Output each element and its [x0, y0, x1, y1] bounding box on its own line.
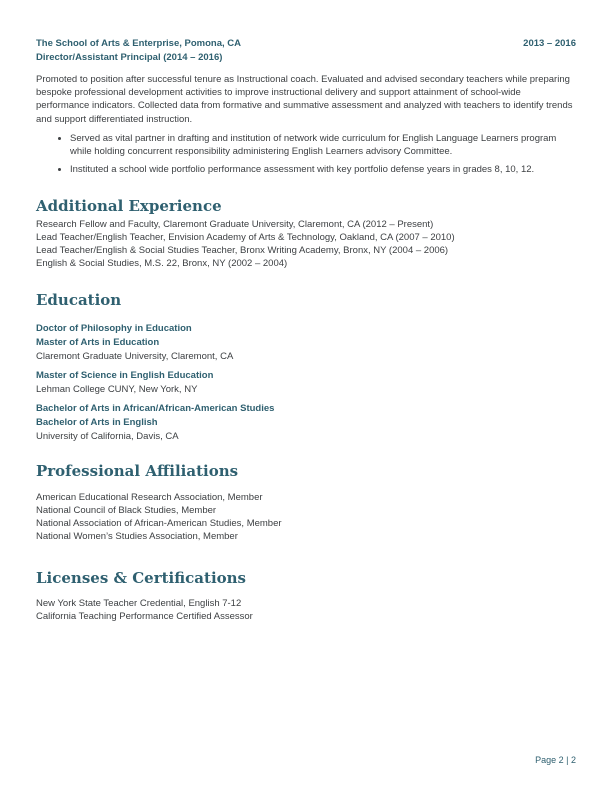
license-item: New York State Teacher Credential, English 7-12 [36, 598, 242, 610]
education-entry [36, 322, 576, 363]
company-name: The School of Arts & Enterprise, Pomona, CA [36, 38, 241, 49]
degree-line: Master of Science in English Education [36, 370, 214, 382]
additional-experience-list [36, 218, 576, 270]
job-title: Director/Assistant Principal (2014 – 2016) [36, 52, 223, 63]
job-header [36, 37, 576, 65]
license-item: California Teaching Performance Certified Assessor [36, 611, 253, 623]
section-heading-education: Education [36, 291, 122, 310]
section-heading-licenses-certifications: Licenses & Certifications [36, 569, 246, 588]
experience-item: Lead Teacher/English Teacher, Envision Academy of Arts & Technology, Oakland, CA (2007 – 2010) [36, 232, 455, 244]
affiliation-item: American Educational Research Association, Member [36, 492, 263, 504]
section-heading-professional-affiliations: Professional Affiliations [36, 462, 239, 481]
page-number-footer: Page 2 | 2 [535, 755, 576, 765]
education-entry [36, 402, 576, 443]
affiliation-item: National Council of Black Studies, Member [36, 505, 217, 517]
degree-line: Bachelor of Arts in African/African-American Studies [36, 403, 275, 415]
affiliation-item: National Association of African-American Studies, Member [36, 518, 282, 530]
job-bullet-list [36, 132, 576, 177]
education-entry [36, 369, 576, 396]
institution-line: Claremont Graduate University, Claremont, CA [36, 351, 234, 363]
degree-line: Bachelor of Arts in English [36, 417, 158, 429]
affiliations-list [36, 491, 576, 543]
degree-line: Master of Arts in Education [36, 337, 160, 349]
experience-item: Research Fellow and Faculty, Claremont Graduate University, Claremont, CA (2012 – Present) [36, 219, 434, 231]
institution-line: Lehman College CUNY, New York, NY [36, 384, 198, 396]
experience-item: English & Social Studies, M.S. 22, Bronx, NY (2002 – 2004) [36, 258, 288, 270]
experience-item: Lead Teacher/English & Social Studies Teacher, Bronx Writing Academy, Bronx, NY (2004 – 2006) [36, 245, 449, 257]
employment-date-range: 2013 – 2016 [523, 38, 576, 49]
institution-line: University of California, Davis, CA [36, 431, 179, 443]
licenses-list [36, 597, 576, 623]
job-bullet: • Served as vital partner in drafting and institution of network wide curriculum for English Language Learners program while holding concurrent responsibility administering English Learners advisory Committee. [70, 132, 576, 158]
degree-line: Doctor of Philosophy in Education [36, 323, 192, 335]
section-heading-additional-experience: Additional Experience [36, 197, 222, 216]
job-bullet: • Instituted a school wide portfolio performance assessment with key portfolio defense years in grades 8, 10, 12. [70, 163, 576, 176]
job-summary: Promoted to position after successful tenure as Instructional coach. Evaluated and advised secondary teachers while preparing bespoke professional development activities to improve instructional delivery and support attainment of school-wide performance indicators. Collected data from formative and summative assessment and analyzed with teachers to identify trends and support differentiated instruction. [36, 74, 573, 125]
job-header-row [36, 37, 576, 51]
affiliation-item: National Women’s Studies Association, Member [36, 531, 238, 543]
